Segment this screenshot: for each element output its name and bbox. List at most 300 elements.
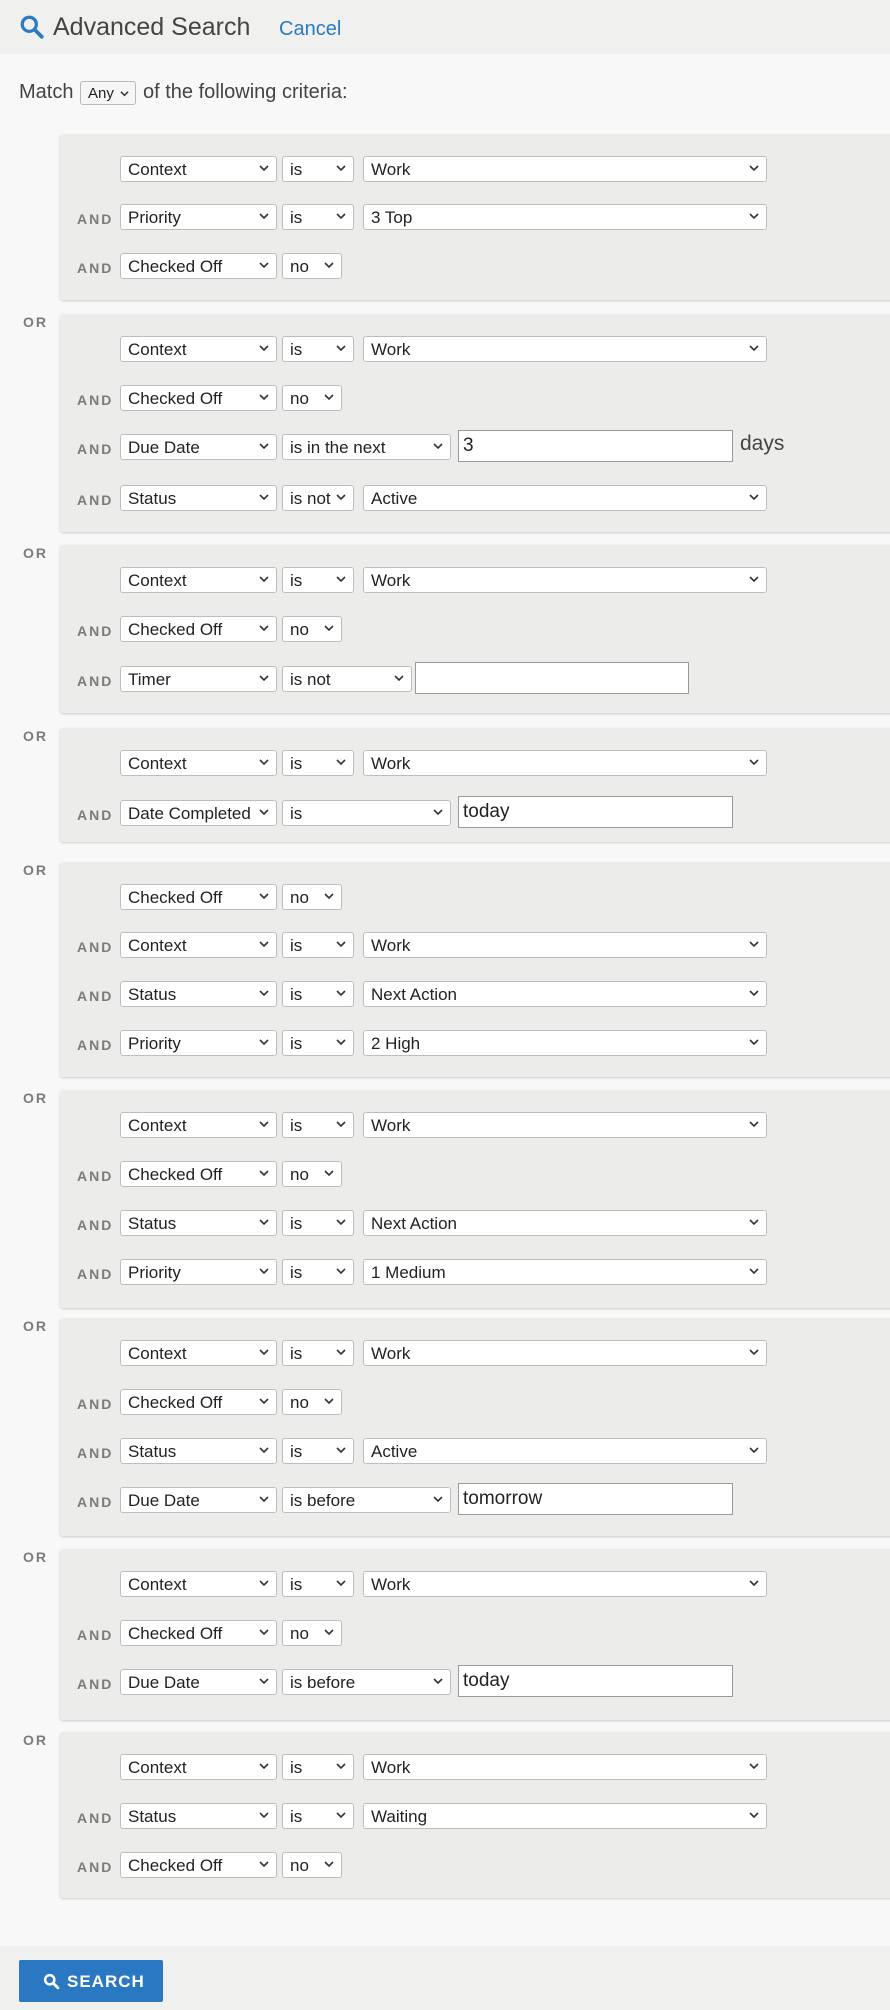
criteria-row [60,1030,890,1056]
chevron-down-icon [433,1676,443,1686]
field-select[interactable] [120,1487,277,1513]
criteria-row [60,336,890,362]
operator-select[interactable] [282,434,451,460]
operator-select[interactable] [282,1340,354,1366]
operator-select[interactable] [282,666,412,692]
value-select[interactable] [363,1754,767,1780]
operator-select-value: is [290,804,303,823]
chevron-down-icon [324,623,334,633]
value-select-value: 2 High [371,1034,421,1053]
field-select-value: Context [128,160,187,179]
field-select-value: Checked Off [128,1393,223,1412]
field-select[interactable] [120,932,277,958]
criteria-row [60,1620,890,1646]
field-select[interactable] [120,1571,277,1597]
field-select-value: Due Date [128,1491,200,1510]
chevron-down-icon [336,211,346,221]
value-select[interactable] [363,1259,767,1285]
search-icon [43,1973,60,1990]
chevron-down-icon [336,1266,346,1276]
field-select-value: Checked Off [128,1165,223,1184]
value-select[interactable] [363,1438,767,1464]
operator-select-value: is not [290,489,331,508]
field-select[interactable] [120,800,277,826]
chevron-down-icon [259,1761,269,1771]
criteria-row [60,385,890,411]
value-select-value: Work [371,936,411,955]
criteria-group [60,1090,890,1308]
criteria-row [60,567,890,593]
operator-select[interactable] [282,1030,354,1056]
chevron-down-icon [259,807,269,817]
criteria-group [60,728,890,842]
chevron-down-icon [749,939,759,949]
field-select-value: Status [128,985,177,1004]
or-label: OR [23,862,48,878]
operator-select[interactable] [282,253,342,279]
field-select[interactable] [120,1161,277,1187]
value-input-text: tomorrow [463,1488,543,1509]
chevron-down-icon [259,441,269,451]
footer [0,1946,890,2010]
operator-select[interactable] [282,981,354,1007]
operator-select-value: is [290,1758,303,1777]
field-select-value: Checked Off [128,389,223,408]
and-label: AND [77,492,114,508]
field-select-value: Date Completed [128,804,251,823]
chevron-down-icon [259,1494,269,1504]
chevron-down-icon [749,163,759,173]
chevron-down-icon [749,1119,759,1129]
operator-select-value: no [290,1624,309,1643]
value-select[interactable] [363,485,767,511]
field-select[interactable] [120,434,277,460]
chevron-down-icon [259,343,269,353]
criteria-group [60,545,890,713]
chevron-down-icon [259,1168,269,1178]
or-label: OR [23,728,48,744]
value-select-value: Work [371,1344,411,1363]
value-input[interactable] [415,662,689,694]
operator-select-value: is [290,1807,303,1826]
value-select[interactable] [363,156,767,182]
value-select[interactable] [363,1340,767,1366]
chevron-down-icon [749,757,759,767]
operator-select[interactable] [282,1389,342,1415]
operator-select[interactable] [282,932,354,958]
field-select[interactable] [120,1210,277,1236]
field-select[interactable] [120,1754,277,1780]
chevron-down-icon [336,1761,346,1771]
operator-select-value: is not [290,670,331,689]
chevron-down-icon [259,260,269,270]
chevron-down-icon [259,1445,269,1455]
field-select-value: Timer [128,670,171,689]
operator-select[interactable] [282,1754,354,1780]
chevron-down-icon [259,1037,269,1047]
chevron-down-icon [433,807,443,817]
chevron-down-icon [259,1859,269,1869]
chevron-down-icon [336,1037,346,1047]
value-input[interactable] [458,430,733,462]
value-select[interactable] [363,1210,767,1236]
criteria-group [60,134,890,300]
and-label: AND [77,1217,114,1233]
chevron-down-icon [259,757,269,767]
operator-select[interactable] [282,1161,342,1187]
search-button-label: SEARCH [67,1972,145,1991]
criteria-row [60,434,890,460]
chevron-down-icon [259,392,269,402]
value-select[interactable] [363,981,767,1007]
chevron-down-icon [336,988,346,998]
and-label: AND [77,1168,114,1184]
field-select-value: Context [128,1575,187,1594]
chevron-down-icon [259,163,269,173]
field-select[interactable] [120,666,277,692]
or-label: OR [23,1090,48,1106]
operator-select-value: is [290,985,303,1004]
value-select[interactable] [363,750,767,776]
operator-select-value: no [290,257,309,276]
chevron-down-icon [749,1445,759,1455]
operator-select-value: is [290,1034,303,1053]
operator-select-value: is [290,1214,303,1233]
operator-select-value: no [290,620,309,639]
operator-select[interactable] [282,336,354,362]
value-select-value: Work [371,754,411,773]
value-select[interactable] [363,204,767,230]
criteria-row [60,1112,890,1138]
field-select-value: Checked Off [128,1856,223,1875]
field-select-value: Priority [128,1034,181,1053]
operator-select[interactable] [282,800,451,826]
match-suffix: of the following criteria: [143,81,348,103]
field-select-value: Context [128,1344,187,1363]
chevron-down-icon [433,1494,443,1504]
value-select-value: Work [371,340,411,359]
operator-select-value: is [290,160,303,179]
value-select[interactable] [363,932,767,958]
chevron-down-icon [336,1217,346,1227]
operator-select[interactable] [282,1438,354,1464]
and-label: AND [77,441,114,457]
operator-select-value: is before [290,1673,356,1692]
field-select-value: Context [128,936,187,955]
field-select[interactable] [120,385,277,411]
field-select-value: Status [128,1442,177,1461]
operator-select[interactable] [282,1210,354,1236]
value-input[interactable] [458,796,733,828]
value-input-text: 3 [463,435,474,456]
operator-select[interactable] [282,750,354,776]
criteria-row [60,253,890,279]
value-select[interactable] [363,1112,767,1138]
field-select-value: Checked Off [128,620,223,639]
operator-select[interactable] [282,1803,354,1829]
criteria-group [60,1732,890,1898]
field-select[interactable] [120,1852,277,1878]
operator-select[interactable] [282,385,342,411]
chevron-down-icon [336,1119,346,1129]
chevron-down-icon [324,260,334,270]
field-select[interactable] [120,1340,277,1366]
and-label: AND [77,1494,114,1510]
criteria-row [60,1803,890,1829]
field-select[interactable] [120,1389,277,1415]
field-select-value: Checked Off [128,257,223,276]
chevron-down-icon [749,1761,759,1771]
field-select[interactable] [120,884,277,910]
field-select[interactable] [120,1030,277,1056]
or-label: OR [23,1732,48,1748]
and-label: AND [77,1676,114,1692]
field-select[interactable] [120,981,277,1007]
field-select[interactable] [120,616,277,642]
and-label: AND [77,1396,114,1412]
operator-select-value: is [290,1442,303,1461]
value-select-value: 3 Top [371,208,413,227]
operator-select[interactable] [282,1669,451,1695]
field-select-value: Context [128,571,187,590]
chevron-down-icon [749,492,759,502]
and-label: AND [77,392,114,408]
value-select-value: Work [371,1758,411,1777]
operator-select-value: is [290,1575,303,1594]
criteria-row [60,156,890,182]
field-select[interactable] [120,336,277,362]
chevron-down-icon [336,1445,346,1455]
and-label: AND [77,1810,114,1826]
and-label: AND [77,1627,114,1643]
and-label: AND [77,260,114,276]
operator-select-value: is in the next [290,438,386,457]
value-input[interactable] [458,1483,733,1515]
value-select-value: Next Action [371,985,457,1004]
criteria-group [60,862,890,1077]
operator-select[interactable] [282,1112,354,1138]
operator-select-value: no [290,888,309,907]
value-select[interactable] [363,1571,767,1597]
value-select-value: Work [371,571,411,590]
value-select[interactable] [363,1803,767,1829]
field-select[interactable] [120,1438,277,1464]
cancel-link[interactable]: Cancel [279,18,342,40]
chevron-down-icon [324,392,334,402]
chevron-down-icon [259,1396,269,1406]
match-prefix: Match [19,81,74,103]
field-select-value: Priority [128,208,181,227]
field-select-value: Context [128,340,187,359]
field-select[interactable] [120,750,277,776]
operator-select[interactable] [282,1620,342,1646]
criteria-row [60,616,890,642]
chevron-down-icon [324,1396,334,1406]
chevron-down-icon [749,211,759,221]
value-select-value: Active [371,1442,418,1461]
chevron-down-icon [336,492,346,502]
operator-select[interactable] [282,204,354,230]
operator-select-value: is [290,936,303,955]
operator-select-value: no [290,1856,309,1875]
criteria-row [60,981,890,1007]
operator-select-value: is [290,1344,303,1363]
and-label: AND [77,673,114,689]
value-select-value: Work [371,160,411,179]
chevron-down-icon [324,1168,334,1178]
chevron-down-icon [336,939,346,949]
chevron-down-icon [749,1266,759,1276]
criteria-row [60,750,890,776]
chevron-down-icon [749,1810,759,1820]
chevron-down-icon [259,1347,269,1357]
operator-select[interactable] [282,1259,354,1285]
operator-select-value: is [290,571,303,590]
operator-select[interactable] [282,884,342,910]
criteria-row [60,1571,890,1597]
field-select[interactable] [120,1620,277,1646]
and-label: AND [77,211,114,227]
value-select-value: Next Action [371,1214,457,1233]
chevron-down-icon [394,673,404,683]
chevron-down-icon [259,891,269,901]
criteria-row [60,666,890,692]
operator-select[interactable] [282,616,342,642]
and-label: AND [77,1266,114,1282]
field-select[interactable] [120,156,277,182]
chevron-down-icon [324,1859,334,1869]
chevron-down-icon [259,1119,269,1129]
field-select-value: Context [128,1116,187,1135]
chevron-down-icon [336,1347,346,1357]
chevron-down-icon [259,988,269,998]
value-select-value: Work [371,1575,411,1594]
value-select[interactable] [363,1030,767,1056]
operator-select[interactable] [282,1487,451,1513]
field-select[interactable] [120,253,277,279]
or-label: OR [23,545,48,561]
criteria-row [60,1852,890,1878]
criteria-row [60,1259,890,1285]
field-select-value: Context [128,1758,187,1777]
chevron-down-icon [749,343,759,353]
criteria-row [60,1161,890,1187]
chevron-down-icon [336,574,346,584]
operator-select[interactable] [282,485,354,511]
field-select-value: Context [128,754,187,773]
field-select-value: Status [128,1214,177,1233]
value-select[interactable] [363,336,767,362]
criteria-row [60,1389,890,1415]
criteria-row [60,1438,890,1464]
field-select-value: Due Date [128,438,200,457]
chevron-down-icon [749,1217,759,1227]
chevron-down-icon [336,163,346,173]
chevron-down-icon [336,757,346,767]
chevron-down-icon [336,1578,346,1588]
field-select-value: Status [128,1807,177,1826]
chevron-down-icon [259,1266,269,1276]
field-select[interactable] [120,567,277,593]
value-input-text: today [463,1670,510,1691]
and-label: AND [77,939,114,955]
operator-select-value: no [290,1165,309,1184]
field-select[interactable] [120,1259,277,1285]
and-label: AND [77,623,114,639]
criteria-row [60,932,890,958]
operator-select[interactable] [282,156,354,182]
value-select[interactable] [363,567,767,593]
chevron-down-icon [259,1627,269,1637]
search-icon [19,14,45,40]
and-label: AND [77,1859,114,1875]
field-select-value: Priority [128,1263,181,1282]
field-select-value: Due Date [128,1673,200,1692]
field-select[interactable] [120,1669,277,1695]
search-button[interactable] [19,1960,163,2002]
operator-select-value: is before [290,1491,356,1510]
and-label: AND [77,807,114,823]
and-label: AND [77,1037,114,1053]
criteria-row [60,800,890,826]
chevron-down-icon [749,1347,759,1357]
operator-select-value: is [290,1263,303,1282]
chevron-down-icon [336,343,346,353]
criteria-group [60,1318,890,1536]
chevron-down-icon [259,1217,269,1227]
match-mode-value: Any [88,85,114,102]
chevron-down-icon [259,211,269,221]
criteria-row [60,204,890,230]
match-mode-select[interactable] [80,81,136,105]
or-label: OR [23,1318,48,1334]
chevron-down-icon [259,574,269,584]
chevron-down-icon [749,1578,759,1588]
value-input[interactable] [458,1665,733,1697]
field-select[interactable] [120,485,277,511]
chevron-down-icon [259,623,269,633]
field-select-value: Status [128,489,177,508]
header [0,0,890,54]
field-select-value: Checked Off [128,1624,223,1643]
or-label: OR [23,314,48,330]
and-label: AND [77,1445,114,1461]
field-select[interactable] [120,204,277,230]
chevron-down-icon [259,939,269,949]
value-select-value: 1 Medium [371,1263,446,1282]
field-select[interactable] [120,1803,277,1829]
chevron-down-icon [324,1627,334,1637]
chevron-down-icon [259,1578,269,1588]
and-label: AND [77,988,114,1004]
operator-select-value: no [290,389,309,408]
field-select-value: Checked Off [128,888,223,907]
chevron-down-icon [259,1810,269,1820]
value-input-text: today [463,801,510,822]
criteria-row [60,1210,890,1236]
operator-select-value: is [290,340,303,359]
field-select[interactable] [120,1112,277,1138]
operator-select-value: is [290,1116,303,1135]
chevron-down-icon [749,988,759,998]
operator-select[interactable] [282,567,354,593]
chevron-down-icon [433,441,443,451]
operator-select[interactable] [282,1852,342,1878]
chevron-down-icon [120,89,129,98]
criteria-group [60,314,890,532]
operator-select-value: is [290,754,303,773]
operator-select[interactable] [282,1571,354,1597]
